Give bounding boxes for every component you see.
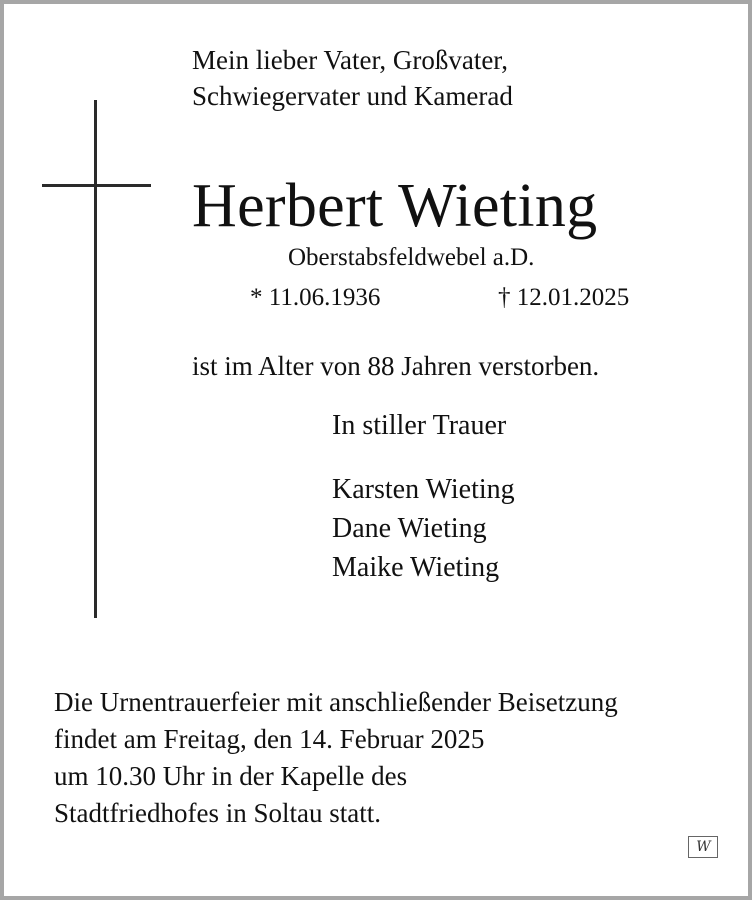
birth-date: * 11.06.1936 — [250, 284, 381, 311]
deceased-rank: Oberstabsfeldwebel a.D. — [288, 244, 535, 271]
ceremony-details — [54, 684, 618, 832]
intro-line: Schwiegervater und Kamerad — [192, 81, 513, 111]
ceremony-line: Stadtfriedhofes in Soltau statt. — [54, 798, 381, 828]
cross-horizontal-beam — [42, 184, 151, 187]
cross-vertical-beam — [94, 100, 97, 618]
mourning-phrase: In stiller Trauer — [332, 410, 507, 441]
intro-line: Mein lieber Vater, Großvater, — [192, 45, 508, 75]
death-date: † 12.01.2025 — [498, 284, 630, 311]
ceremony-line: findet am Freitag, den 14. Februar 2025 — [54, 724, 485, 754]
deceased-name: Herbert Wieting — [192, 172, 598, 240]
mourner-name: Dane Wieting — [332, 513, 487, 544]
age-statement: ist im Alter von 88 Jahren verstorben. — [192, 351, 600, 381]
mourner-name: Karsten Wieting — [332, 474, 515, 505]
ceremony-line: Die Urnentrauerfeier mit anschließender Beisetzung — [54, 687, 618, 717]
mourner-name: Maike Wieting — [332, 552, 500, 583]
mourners-list — [332, 470, 515, 587]
publisher-logo-icon: W — [688, 836, 718, 858]
ceremony-line: um 10.30 Uhr in der Kapelle des — [54, 761, 408, 791]
intro-text — [192, 42, 513, 114]
